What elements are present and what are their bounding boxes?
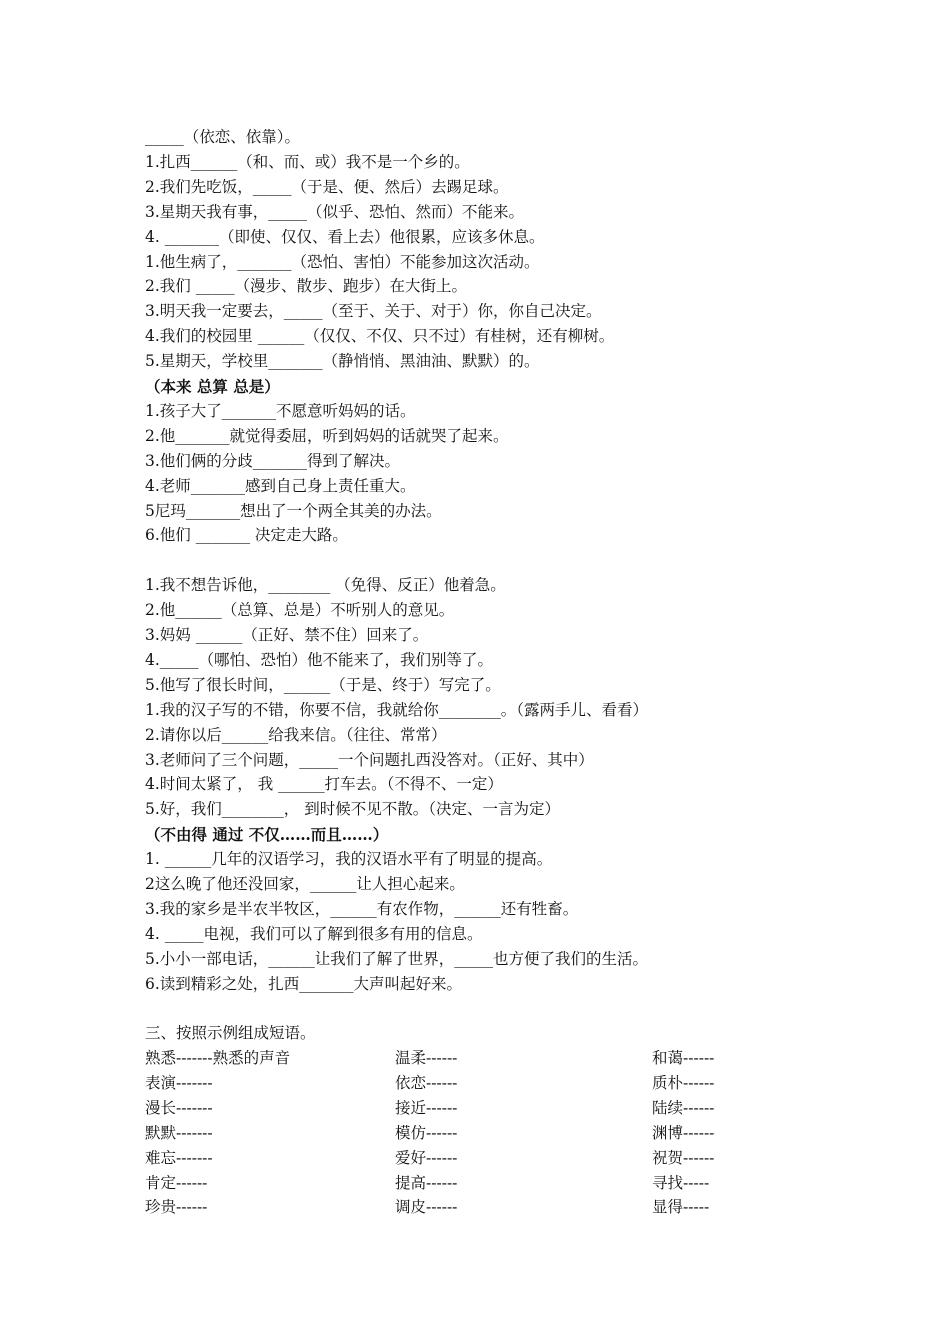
- exercise-line: 1.我的汉子写的不错，你要不信，我就给你________。（露两手儿、看看）: [145, 700, 649, 719]
- phrase-item: 模仿------: [395, 1123, 458, 1142]
- phrase-item: 祝贺------: [652, 1148, 715, 1167]
- phrase-item: 漫长-------: [145, 1098, 213, 1117]
- exercise-line: 4._____（哪怕、恐怕）他不能来了，我们别等了。: [145, 650, 494, 669]
- exercise-line: 3.老师问了三个问题，_____一个问题扎西没答对。（正好、其中）: [145, 750, 594, 769]
- exercise-line: 4. _______（即使、仅仅、看上去）他很累，应该多休息。: [145, 227, 545, 246]
- exercise-line: 5.星期天，学校里_______（静悄悄、黑油油、默默）的。: [145, 352, 540, 371]
- exercise-line: 4. _____电视，我们可以了解到很多有用的信息。: [145, 924, 483, 943]
- exercise-line: 2.他______（总算、总是）不听别人的意见。: [145, 601, 455, 620]
- exercise-line: 2.他_______就觉得委屈，听到妈妈的话就哭了起来。: [145, 426, 509, 445]
- exercise-line: _____（依恋、依靠）。: [145, 128, 301, 146]
- exercise-line: 1.扎西______（和、而、或）我不是一个乡的。: [145, 152, 470, 171]
- phrase-item: 默默-------: [145, 1123, 213, 1142]
- phrase-item: 依恋------: [395, 1073, 458, 1092]
- exercise-line: 1.他生病了，_______（恐怕、害怕）不能参加这次活动。: [145, 252, 540, 271]
- phrase-item: 肯定------: [145, 1173, 208, 1192]
- phrase-item: 质朴------: [652, 1073, 715, 1092]
- exercise-line: 6.他们 _______ 决定走大路。: [145, 526, 348, 545]
- phrase-item: 熟悉-------熟悉的声音: [145, 1049, 291, 1067]
- phrase-item: 调皮------: [395, 1198, 458, 1217]
- exercise-line: 1. ______几年的汉语学习，我的汉语水平有了明显的提高。: [145, 850, 553, 869]
- phrase-item: 爱好------: [395, 1148, 458, 1167]
- phrase-item: 表演-------: [145, 1073, 213, 1092]
- exercise-line: 4.老师_______感到自己身上责任重大。: [145, 476, 416, 495]
- phrase-item: 难忘-------: [145, 1148, 213, 1167]
- exercise-line: 3.我的家乡是半农半牧区，______有农作物，______还有牲畜。: [145, 899, 579, 918]
- exercise-line: 2这么晚了他还没回家，______让人担心起来。: [145, 875, 465, 893]
- phrase-item: 渊博------: [652, 1123, 715, 1142]
- exercise-line: 1.我不想告诉他，________ （免得、反正）他着急。: [145, 576, 506, 595]
- exercise-line: 6.读到精彩之处，扎西_______大声叫起好来。: [145, 974, 463, 993]
- phrase-item: 温柔------: [395, 1049, 458, 1067]
- phrase-item: 提高------: [395, 1173, 458, 1192]
- phrase-item: 陆续------: [652, 1098, 715, 1117]
- phrase-item: 寻找-----: [652, 1173, 710, 1192]
- exercise-line: 2.我们 _____（漫步、散步、跑步）在大街上。: [145, 277, 467, 296]
- exercise-line: 3.他们俩的分歧_______得到了解决。: [145, 451, 401, 470]
- phrase-item: 珍贵------: [145, 1198, 208, 1217]
- exercise-line: 2.我们先吃饭，_____（于是、便、然后）去踢足球。: [145, 177, 509, 196]
- exercise-line: 5.他写了很长时间，______（于是、终于）写完了。: [145, 675, 501, 694]
- exercise-line: 5尼玛_______想出了一个两全其美的办法。: [145, 501, 442, 520]
- phrase-item: 和蔼------: [652, 1049, 715, 1067]
- phrase-item: 显得-----: [652, 1198, 710, 1217]
- exercise-line: 3.妈妈 ______（正好、禁不住）回来了。: [145, 626, 429, 644]
- exercise-line: 5.好，我们________， 到时候不见不散。（决定、一言为定）: [145, 800, 560, 819]
- word-choice-header: （本来 总算 总是）: [145, 377, 280, 396]
- exercise-line: 4.我们的校园里 ______（仅仅、不仅、只不过）有桂树，还有柳树。: [145, 327, 615, 346]
- exercise-line: 2.请你以后______给我来信。（往往、常常）: [145, 725, 447, 744]
- phrase-item: 接近------: [395, 1098, 458, 1117]
- exercise-line: 3.星期天我有事，_____（似乎、恐怕、然而）不能来。: [145, 202, 525, 221]
- exercise-line: 5.小小一部电话，______让我们了解了世界，_____也方便了我们的生活。: [145, 949, 649, 968]
- exercise-line: 1.孩子大了_______不愿意听妈妈的话。: [145, 401, 416, 420]
- exercise-line: 3.明天我一定要去，_____（至于、关于、对于）你，你自己决定。: [145, 302, 602, 321]
- exercise-line: 三、按照示例组成短语。: [145, 1024, 316, 1043]
- exercise-line: 4.时间太紧了， 我 ______打车去。（不得不、一定）: [145, 775, 503, 794]
- word-choice-header: （不由得 通过 不仅……而且……）: [145, 825, 389, 845]
